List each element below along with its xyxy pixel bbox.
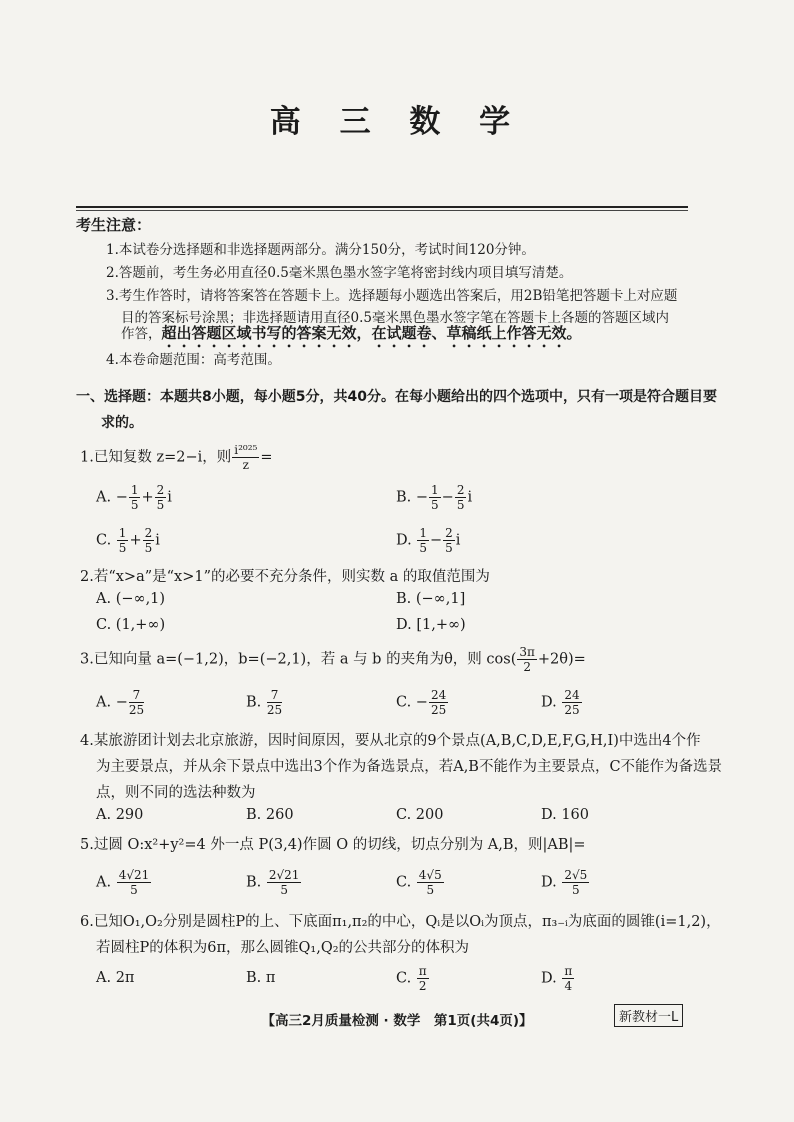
unit-i: i <box>167 489 172 506</box>
q1-stem-end: = <box>260 449 273 466</box>
q1-stem-text: 1.已知复数 z=2−i，则 <box>80 449 232 466</box>
den: 5 <box>571 883 580 897</box>
opt-prefix: B. <box>246 874 266 891</box>
den: 5 <box>280 883 288 897</box>
q3-stem-text: 3.已知向量 a=(−1,2)，b=(−2,1)，若 a 与 b 的夹角为θ，则 cos( <box>80 651 517 668</box>
num: 2√5 <box>564 868 588 882</box>
q3-option-d <box>541 689 583 716</box>
frac <box>143 527 155 554</box>
question-4-line-2: 为主要景点，并从余下景点中选出3个作为备选景点，若A,B不能作为主要景点，C不能作为备选景 <box>96 759 723 775</box>
unit-i: i <box>467 489 473 506</box>
q4-option-d: D. 160 <box>541 807 590 823</box>
den: 5 <box>130 498 139 512</box>
q2-option-b: B. (−∞,1] <box>396 591 466 607</box>
q6-option-c <box>396 965 430 992</box>
q5-option-b <box>246 869 302 896</box>
notice-item-3-cont: 目的答案标号涂黑；非选择题请用直径0.5毫米黑色墨水签字笔在答题卡上各题的答题区域内 <box>121 310 669 326</box>
frac <box>117 527 129 554</box>
opt-prefix: A. <box>96 874 116 891</box>
q3-fraction <box>517 646 537 673</box>
num: 4√5 <box>418 868 442 882</box>
question-1-stem <box>80 444 273 471</box>
frac <box>267 869 302 896</box>
frac <box>417 527 429 554</box>
notice-item-2: 2.答题前，考生务必用直径0.5毫米黑色墨水签字笔将密封线内项目填写清楚。 <box>106 265 573 281</box>
question-6-line-2: 若圆柱P的体积为6π，那么圆锥Q₁,Q₂的公共部分的体积为 <box>96 940 470 956</box>
den: 25 <box>564 703 580 717</box>
notice-item-3-end <box>121 322 582 351</box>
frac <box>562 965 574 992</box>
header-rule-thin <box>76 210 688 211</box>
frac <box>155 484 167 511</box>
opt-prefix: A. − <box>96 694 128 711</box>
den: 5 <box>156 498 165 512</box>
opt-prefix: D. <box>541 874 562 891</box>
opt-prefix: C. <box>396 874 416 891</box>
notice-item-1: 1.本试卷分选择题和非选择题两部分。满分150分，考试时间120分钟。 <box>106 242 535 258</box>
frac <box>117 869 152 896</box>
num: 1 <box>118 526 127 540</box>
opt-prefix: B. − <box>396 489 429 506</box>
notice-item-3-end-text: 作答， <box>121 326 162 342</box>
opt-prefix: C. <box>96 532 116 549</box>
num: 1 <box>419 526 427 540</box>
den: 5 <box>130 883 138 897</box>
den: 25 <box>266 703 283 717</box>
num: π <box>564 964 573 978</box>
q2-option-c: C. (1,+∞) <box>96 617 166 633</box>
q2-option-d: D. [1,+∞) <box>396 617 466 633</box>
num: 2 <box>156 483 165 497</box>
section-heading: 一、选择题：本题共8小题，每小题5分，共40分。在每小题给出的四个选项中，只有一项是符合题目要 <box>76 389 717 405</box>
opt-prefix: B. <box>246 694 266 711</box>
op: − <box>429 532 443 549</box>
frac <box>455 484 467 511</box>
q6-option-d <box>541 965 575 992</box>
den: 5 <box>144 541 153 555</box>
num: 2 <box>144 526 153 540</box>
q5-option-c <box>396 869 445 896</box>
edition-badge: 新教材一L <box>614 1004 683 1027</box>
notice-heading: 考生注意： <box>76 216 152 234</box>
question-2-stem: 2.若“x>a”是“x>1”的必要不充分条件，则实数 a 的取值范围为 <box>80 569 490 585</box>
den: 5 <box>431 498 439 512</box>
num: 24 <box>564 688 580 702</box>
q1-fraction <box>232 444 259 471</box>
q6-option-b: B. π <box>246 970 276 986</box>
den: 4 <box>564 979 573 993</box>
question-4-line-3: 点，则不同的选法种数为 <box>96 785 256 801</box>
opt-prefix: C. <box>396 970 416 987</box>
frac <box>429 689 448 716</box>
question-3-stem <box>80 646 586 673</box>
frac <box>129 689 144 716</box>
q5-option-a <box>96 869 152 896</box>
q1-frac-num: i²⁰²⁵ <box>234 443 258 457</box>
num: 7 <box>129 689 144 703</box>
num: 1 <box>130 483 139 497</box>
header-rule <box>76 206 688 208</box>
frac <box>267 689 282 716</box>
num: 3π <box>519 645 535 659</box>
notice-item-4: 4.本卷命题范围：高考范围。 <box>106 352 281 368</box>
den: 5 <box>118 541 127 555</box>
den: 5 <box>445 541 453 555</box>
unit-i: i <box>155 532 160 549</box>
num: 4√21 <box>118 868 150 882</box>
num: 2 <box>445 526 453 540</box>
section-heading-cont: 求的。 <box>101 415 143 431</box>
q3-option-b <box>246 689 283 716</box>
den: 5 <box>419 541 427 555</box>
den: 25 <box>430 703 447 717</box>
num: 1 <box>431 483 439 497</box>
den: 2 <box>418 979 427 993</box>
q3-option-a <box>96 689 145 716</box>
opt-prefix: C. − <box>396 694 428 711</box>
notice-emphasis: 超出答题区域书写的答案无效，在试题卷、草稿纸上作答无效。 <box>161 324 582 342</box>
page-title: 高 三 数 学 <box>269 104 525 140</box>
question-5-stem: 5.过圆 O:x²+y²=4 外一点 P(3,4)作圆 O 的切线，切点分别为 A,B，则|AB|= <box>80 837 586 853</box>
unit-i: i <box>455 532 461 549</box>
q1-option-d <box>396 527 460 554</box>
frac <box>417 965 429 992</box>
q3-option-c <box>396 689 449 716</box>
frac <box>417 869 444 896</box>
num: π <box>418 964 427 978</box>
den: 5 <box>456 498 465 512</box>
opt-prefix: A. − <box>96 489 128 506</box>
q1-option-a <box>96 484 172 511</box>
q5-option-d <box>541 869 590 896</box>
question-4-line-1: 4.某旅游团计划去北京旅游，因时间原因，要从北京的9个景点(A,B,C,D,E,F,G,H,I)中选出4个作 <box>80 733 701 749</box>
q2-option-a: A. (−∞,1) <box>96 591 166 607</box>
frac <box>429 484 441 511</box>
q3-stem-end: +2θ)= <box>537 651 586 668</box>
opt-prefix: D. <box>396 532 417 549</box>
den: 2 <box>523 660 531 674</box>
question-6-line-1: 6.已知O₁,O₂分别是圆柱P的上、下底面π₁,π₂的中心，Qᵢ是以Oᵢ为顶点，π₃₋ᵢ为底面的圆锥(i=1,2)， <box>80 914 721 930</box>
page-footer: 【高三2月质量检测 · 数学 第1页(共4页)】 <box>261 1013 533 1029</box>
num: 7 <box>267 689 282 703</box>
op: + <box>141 489 154 506</box>
op: + <box>129 532 142 549</box>
frac <box>443 527 455 554</box>
frac <box>562 689 581 716</box>
notice-item-3: 3.考生作答时，请将答案答在答题卡上。选择题每小题选出答案后，用2B铅笔把答题卡上对应题 <box>106 288 678 304</box>
frac <box>562 869 589 896</box>
den: 25 <box>128 703 145 717</box>
op: − <box>441 489 454 506</box>
q4-option-b: B. 260 <box>246 807 294 823</box>
opt-prefix: D. <box>541 970 562 987</box>
frac <box>129 484 141 511</box>
q1-option-b <box>396 484 472 511</box>
num: 2√21 <box>268 868 300 882</box>
q1-option-c <box>96 527 160 554</box>
den: 5 <box>426 883 435 897</box>
q4-option-c: C. 200 <box>396 807 444 823</box>
num: 24 <box>430 688 447 702</box>
q4-option-a: A. 290 <box>96 807 144 823</box>
num: 2 <box>456 483 465 497</box>
q6-option-a: A. 2π <box>96 970 135 986</box>
q1-frac-den: z <box>242 458 249 472</box>
opt-prefix: D. <box>541 694 562 711</box>
